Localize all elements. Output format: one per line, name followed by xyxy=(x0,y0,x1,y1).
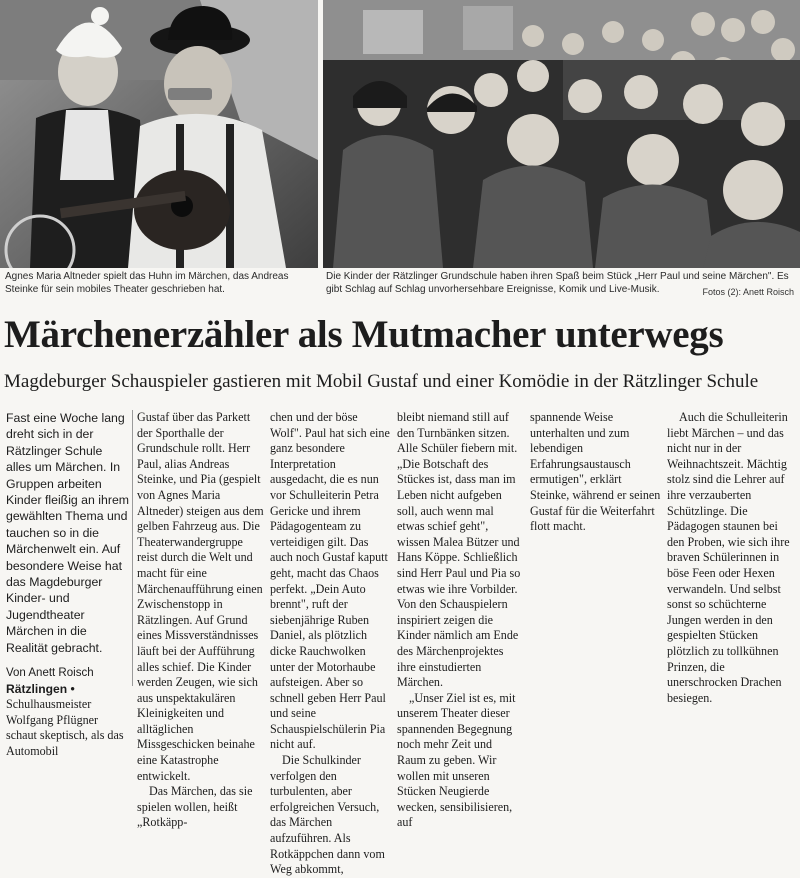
body-paragraph: Auch die Schulleiterin liebt Märchen – und das nicht nur in der Weihnachtszeit. Mächtig stolz sind die Lehrer auf ihre verzauberten Schützlinge. Die Pädagogen staunen bei den Proben, wie sich ihre braven Schülerinnen in böse Feen oder Hexen verwandeln. Und selbst sonst so schüchterne Jungen werden in den gespielten Stücken plötzlich zu tollkühnen Prinzen, die unerschrocken Drachen besiegen. xyxy=(667,410,790,705)
body-paragraph: spannende Weise unterhalten und zum lebendigen Erfahrungsaustausch ermutigen", erklärt Steinke, während er seinen Gustaf für die Weiterfahrt flott macht. xyxy=(530,410,661,534)
column-3 xyxy=(270,410,390,878)
photo-caption-right: Die Kinder der Rätzlinger Grundschule haben ihren Spaß beim Stück „Herr Paul und seine Märchen". Es gibt Schlag auf Schlag unvorhersehbare Ereignisse, Komik und Live-Musik. xyxy=(326,271,789,295)
author-line: Von Anett Roisch xyxy=(6,667,94,680)
body-paragraph: chen und der böse Wolf". Paul hat sich eine ganz besondere Interpretation ausgedacht, die es nun vor Schulleiterin Petra Gericke und ihrem Pädagogenteam zu verteidigen gilt. Das auch noch Gustaf kaputt geht, macht das Chaos perfekt. „Dein Auto brennt", ruft der siebenjährige Ruben Daniel, als plötzlich dicke Rauchwolken unter der Motorhaube aufsteigen. Aber so schnell geben Herr Paul und seine Schauspielschülerin Pia nicht auf. xyxy=(270,410,390,752)
column-divider xyxy=(132,410,133,686)
photo-credit: Fotos (2): Anett Roisch xyxy=(702,287,794,297)
column-5 xyxy=(530,410,661,535)
column-1 xyxy=(6,410,130,760)
column-2 xyxy=(137,410,264,831)
body-text: Schulhausmeister Wolfgang Pflügner schaut skeptisch, als das Automobil xyxy=(6,697,124,759)
body-paragraph: Gustaf über das Parkett der Sporthalle der Grundschule rollt. Herr Paul, alias Andreas Steinke, und Pia (gespielt von Agnes Maria Altneder) steigen aus dem gelben Fahrzeug aus. Die Theaterwandergruppe reist durch die Welt und macht für eine Märchenaufführung einen Zwischenstopp in Rätzlingen. Auf Grund eines Missverständnisses läuft bei der Aufführung alles schief. Die Kinder werden Zeugen, wie sich aus unspektakulären Kleinigkeiten und alltäglichen Missgeschicken beinahe eine Katastrophe entwickelt. xyxy=(137,410,264,783)
column-6 xyxy=(667,410,797,706)
photo-caption-left: Agnes Maria Altneder spielt das Huhn im Märchen, das Andreas Steinke für sein mobiles Theater geschrieben hat. xyxy=(5,271,289,295)
lead-paragraph: Fast eine Woche lang dreht sich in der Rätzlinger Schule alles um Märchen. In Gruppen arbeiten Kinder fleißig an ihrem gewählten Thema und tauchen so in die Märchenwelt ein. Auf besondere Weise hat das Magdeburger Kinder- und Jugendtheater Märchen in die Realität gebracht. xyxy=(6,411,130,655)
column-4 xyxy=(397,410,523,831)
photo-children-audience xyxy=(323,0,800,268)
body-paragraph xyxy=(6,682,130,760)
body-paragraph: „Unser Ziel ist es, mit unserem Theater dieser spannenden Begegnung noch mehr Zeit und Raum zu geben. Wir wollen mit unseren Stücken Neugierde wecken, sensibilisieren, auf xyxy=(397,690,516,830)
body-paragraph: Die Schulkinder verfolgen den turbulenten, aber erfolgreichen Versuch, das Märchen aufzuführen. Als Rotkäppchen dann vom Weg abkommt, xyxy=(270,753,385,877)
body-paragraph: bleibt niemand still auf den Turnbänken sitzen. Alle Schüler fiebern mit. „Die Botschaft des Stückes ist, dass man im Leben nicht aufgeben soll, auch wenn mal etwas schief geht", wissen Malea Bützer und Hans Köppe. Schließlich sind Herr Paul und Pia so etwas wie ihre Vorbilder. Von den Schauspielern inspiriert zeigen die Kinder nämlich am Ende des Märchenprojektes ihre einstudierten Märchen. xyxy=(397,410,521,690)
photo-performers xyxy=(0,0,318,268)
headline: Märchenerzähler als Mutmacher unterwegs xyxy=(4,313,724,356)
dateline: Rätzlingen • xyxy=(6,681,75,696)
body-paragraph: Das Märchen, das sie spielen wollen, heißt „Rotkäpp- xyxy=(137,784,253,830)
subheadline: Magdeburger Schauspieler gastieren mit Mobil Gustaf und einer Komödie in der Rätzlinger Schule xyxy=(4,371,759,392)
